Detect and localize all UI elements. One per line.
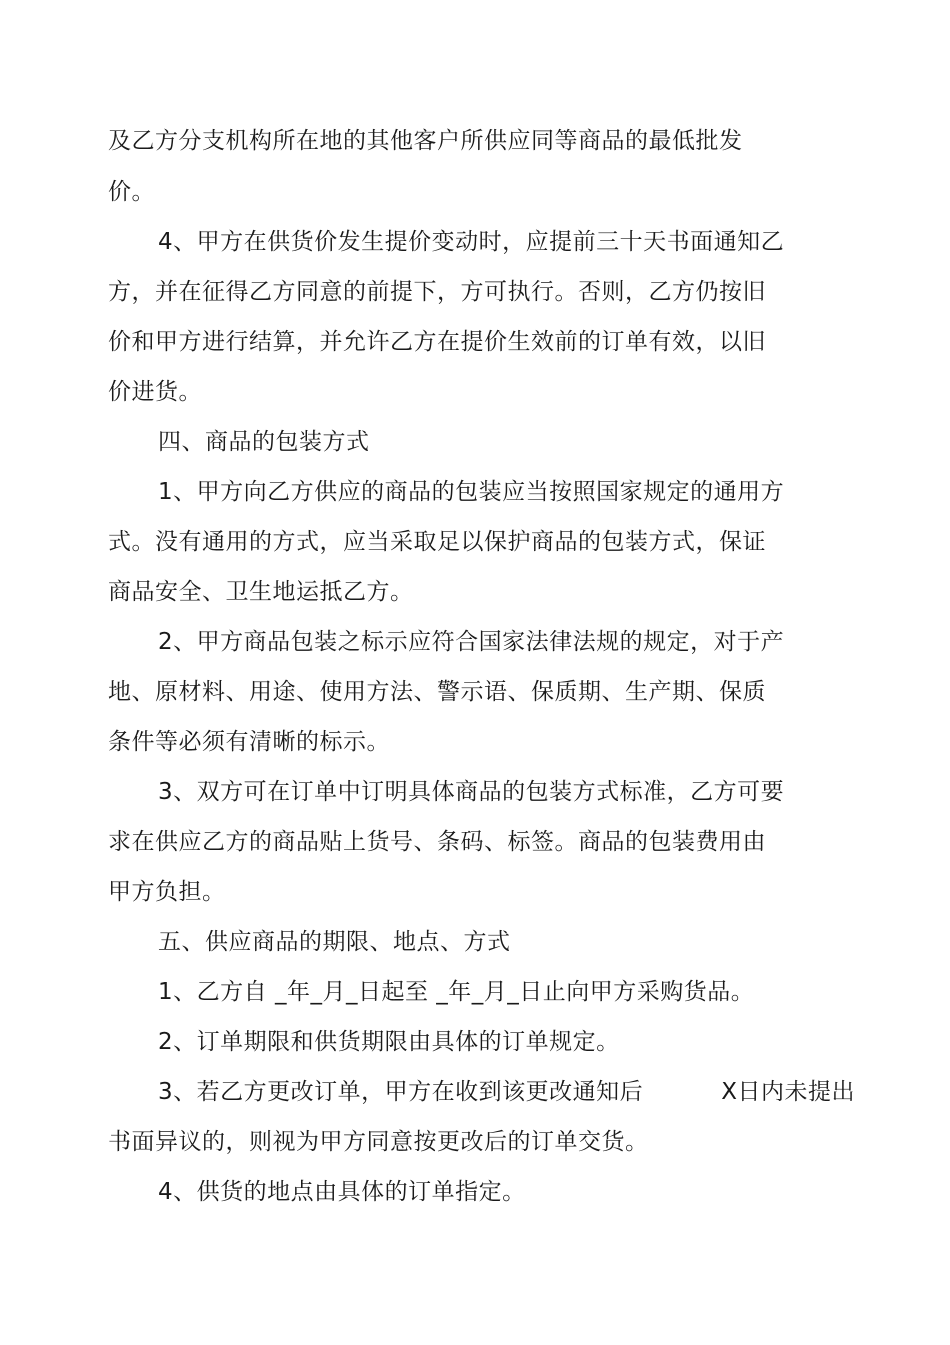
text-line: 及乙方分支机构所在地的其他客户所供应同等商品的最低批发 [108,128,743,154]
clause-line: 2、订单期限和供货期限由具体的订单规定。 [158,1029,620,1055]
clause-line: 4、供货的地点由具体的订单指定。 [158,1179,526,1205]
clause-line: 3、若乙方更改订单，甲方在收到该更改通知后 X日内未提出 [158,1079,855,1105]
text-line: 商品安全、卫生地运抵乙方。 [108,579,414,605]
text-line: 方，并在征得乙方同意的前提下，方可执行。否则，乙方仍按旧 [108,279,766,305]
text-line: 价进货。 [108,379,202,405]
text-line: 地、原材料、用途、使用方法、警示语、保质期、生产期、保质 [108,679,766,705]
text-line: 式。没有通用的方式，应当采取足以保护商品的包装方式，保证 [108,529,766,555]
clause-line: 3、双方可在订单中订明具体商品的包装方式标准，乙方可要 [158,779,785,805]
clause-line: 1、甲方向乙方供应的商品的包装应当按照国家规定的通用方 [158,479,785,505]
text-line: 价和甲方进行结算，并允许乙方在提价生效前的订单有效，以旧 [108,329,766,355]
clause-line: 4、甲方在供货价发生提价变动时，应提前三十天书面通知乙 [158,229,785,255]
text-line: 书面异议的，则视为甲方同意按更改后的订单交货。 [108,1129,649,1155]
section-heading: 五、供应商品的期限、地点、方式 [158,929,511,955]
text-line: 价。 [108,179,155,205]
clause-line: 2、甲方商品包装之标示应符合国家法律法规的规定，对于产 [158,629,785,655]
clause-line: 1、乙方自 _年_月_日起至 _年_月_日止向甲方采购货品。 [158,979,755,1005]
section-heading: 四、商品的包装方式 [158,429,370,455]
text-line: 甲方负担。 [108,879,226,905]
text-line: 求在供应乙方的商品贴上货号、条码、标签。商品的包装费用由 [108,829,766,855]
text-line: 条件等必须有清晰的标示。 [108,729,390,755]
